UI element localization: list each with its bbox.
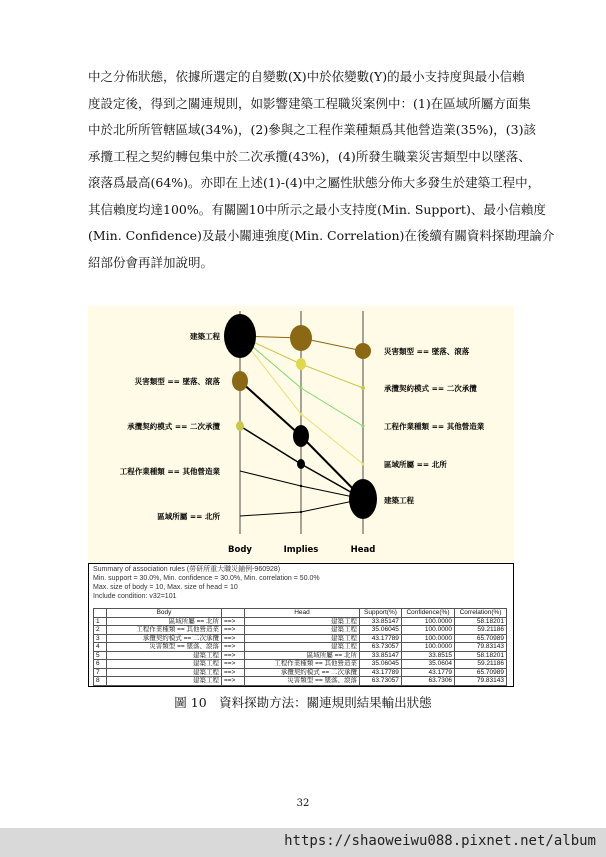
- left-label: 建築工程: [190, 332, 220, 341]
- table-row: [94, 626, 507, 635]
- table-cell: ==>: [222, 617, 245, 626]
- table-cell: 43.17789: [360, 634, 402, 643]
- axis-label-implies: Implies: [283, 545, 319, 555]
- table-cell: 43.1779: [401, 668, 454, 677]
- implies-node: [300, 485, 302, 487]
- table-cell: 79.83143: [455, 677, 507, 686]
- table-cell: 35.06045: [360, 660, 402, 669]
- paragraph-line: 承攬工程之契約轉包集中於二次承攬(43%)，(4)所發生職業災害類型中以墜落、: [88, 148, 531, 164]
- rules-graph-svg: [88, 306, 514, 562]
- table-cell: ==>: [222, 634, 245, 643]
- table-cell: 100.0000: [401, 634, 454, 643]
- graph-edge: [240, 471, 301, 486]
- table-cell: 59.21186: [455, 626, 507, 635]
- implies-node: [293, 425, 309, 447]
- table-cell: 承攬契約模式 == 二次承攬: [245, 668, 360, 677]
- table-cell: 33.8515: [401, 651, 454, 660]
- implies-node: [290, 325, 312, 351]
- table-row: [94, 677, 507, 686]
- table-cell: 災害類型 == 墜落、滾落: [245, 677, 360, 686]
- table-cell: 4: [94, 643, 107, 652]
- column-header: [222, 609, 245, 618]
- table-cell: 100.0000: [401, 617, 454, 626]
- table-row: [94, 617, 507, 626]
- right-label: 區域所屬 == 北所: [384, 460, 447, 469]
- body-node-subcontract: [236, 421, 244, 431]
- table-cell: 建築工程: [107, 668, 222, 677]
- table-cell: 承攬契約模式 == 二次承攬: [107, 634, 222, 643]
- table-cell: 建築工程: [107, 677, 222, 686]
- table-cell: 建築工程: [107, 660, 222, 669]
- figure-caption: 圖 10 資料探勘方法：關連規則結果輸出狀態: [174, 695, 432, 710]
- graph-edge: [301, 414, 363, 464]
- left-label: 工程作業種類 == 其他營造業: [119, 467, 220, 476]
- table-cell: 2: [94, 626, 107, 635]
- table-cell: 區域所屬 == 北所: [107, 617, 222, 626]
- head-node-building: [349, 479, 377, 519]
- table-cell: 區域所屬 == 北所: [245, 651, 360, 660]
- table-cell: 3: [94, 634, 107, 643]
- right-label: 承攬契約模式 == 二次承攬: [384, 384, 477, 393]
- table-cell: 7: [94, 668, 107, 677]
- summary-line: Min. support = 30.0%, Min. confidence = 30.0%, Min. correlation = 50.0%: [93, 575, 320, 582]
- head-node-subcontract: [361, 386, 365, 390]
- table-cell: ==>: [222, 677, 245, 686]
- right-label: 災害類型 == 墜落、滾落: [384, 347, 470, 356]
- table-cell: 63.73057: [360, 643, 402, 652]
- table-cell: 65.70989: [455, 668, 507, 677]
- table-cell: 58.18201: [455, 651, 507, 660]
- paragraph-line: 紹部份會再詳加說明。: [88, 254, 214, 270]
- paragraph-line: (Min. Confidence)及最小關連強度(Min. Correlation)在後續有關資料探勘理論介: [88, 228, 555, 243]
- table-cell: 35.0604: [401, 660, 454, 669]
- table-cell: ==>: [222, 643, 245, 652]
- summary-line: Max. size of body = 10, Max. size of head = 10: [93, 584, 238, 591]
- table-row: [94, 643, 507, 652]
- column-header: Confidence(%): [401, 609, 454, 618]
- left-label: 承攬契約模式 == 二次承攬: [127, 422, 220, 431]
- left-label: 災害類型 == 墜落、滾落: [134, 377, 220, 386]
- summary-line: Include condition: v32=101: [93, 593, 177, 600]
- table-cell: 43.17789: [360, 668, 402, 677]
- table-header-row: [94, 609, 507, 618]
- body-paragraph: [88, 64, 555, 276]
- table-cell: ==>: [222, 626, 245, 635]
- table-cell: 建築工程: [107, 651, 222, 660]
- implies-node: [296, 358, 306, 370]
- table-cell: 59.21186: [455, 660, 507, 669]
- paragraph-line: 其信賴度均達100%。有關圖10中所示之最小支持度(Min. Support)、最小信賴度: [88, 201, 546, 217]
- body-node-fall: [232, 371, 248, 391]
- table-cell: 33.85147: [360, 617, 402, 626]
- column-header: Head: [245, 609, 360, 618]
- table-cell: 65.70989: [455, 634, 507, 643]
- paragraph-line: 滾落爲最高(64%)。亦即在上述(1)-(4)中之屬性狀態分佈大多發生於建築工程中，: [88, 175, 541, 190]
- table-cell: 100.0000: [401, 643, 454, 652]
- paragraph-line: 中之分佈狀態，依據所選定的自變數(X)中於依變數(Y)的最小支持度與最小信賴: [88, 69, 525, 84]
- graph-edge: [301, 388, 363, 426]
- table-cell: 5: [94, 651, 107, 660]
- table-cell: 建築工程: [245, 634, 360, 643]
- table-row: [94, 668, 507, 677]
- table-row: [94, 634, 507, 643]
- head-node-other-construction: [362, 425, 365, 428]
- table-cell: ==>: [222, 651, 245, 660]
- head-node-north: [362, 463, 365, 466]
- rules-table: [93, 608, 507, 686]
- axis-label-body: Body: [228, 545, 252, 555]
- table-cell: ==>: [222, 660, 245, 669]
- rules-output-panel: [88, 563, 514, 687]
- table-row: [94, 651, 507, 660]
- table-cell: 1: [94, 617, 107, 626]
- watermark-url: https://shaoweiwu088.pixnet.net/album: [284, 833, 596, 849]
- graph-edge: [240, 512, 301, 516]
- paragraph-line: 中於北所所管轄區域(34%)，(2)參與之工程作業種類爲其他營造業(35%)，(3)該: [88, 122, 536, 137]
- implies-node: [300, 413, 303, 416]
- table-cell: 100.0000: [401, 626, 454, 635]
- left-label: 區域所屬 == 北所: [157, 512, 220, 521]
- table-cell: 58.18201: [455, 617, 507, 626]
- table-cell: 建築工程: [245, 617, 360, 626]
- implies-node: [300, 387, 303, 390]
- table-cell: ==>: [222, 668, 245, 677]
- table-cell: 建築工程: [245, 643, 360, 652]
- table-cell: 建築工程: [245, 626, 360, 635]
- table-cell: 79.83143: [455, 643, 507, 652]
- implies-node: [297, 459, 305, 469]
- right-label: 工程作業種類 == 其他營造業: [384, 422, 485, 431]
- body-node-building: [224, 314, 256, 358]
- graph-edge: [240, 426, 301, 464]
- table-cell: 工程作業種類 == 其他營造業: [245, 660, 360, 669]
- right-label: 建築工程: [384, 496, 414, 505]
- table-cell: 63.7306: [401, 677, 454, 686]
- column-header: Support(%): [360, 609, 402, 618]
- table-cell: 63.73057: [360, 677, 402, 686]
- column-header: Correlation(%): [455, 609, 507, 618]
- paragraph-line: 度設定後，得到之關連規則，如影響建築工程職災案例中：(1)在區域所屬方面集: [88, 95, 531, 111]
- table-cell: 災害類型 == 墜落、滾落: [107, 643, 222, 652]
- head-node-fall: [355, 343, 371, 359]
- axis-label-head: Head: [350, 545, 376, 555]
- association-rules-graph: [88, 306, 514, 562]
- rules-summary: [89, 564, 513, 601]
- graph-edge: [301, 364, 363, 388]
- page-number: 32: [296, 798, 310, 809]
- summary-line: Summary of association rules (勞研所重大職災鋪例-960928): [93, 566, 281, 573]
- column-header: Body: [107, 609, 222, 618]
- table-cell: 6: [94, 660, 107, 669]
- watermark-bar: [0, 828, 606, 857]
- table-cell: 工程作業種類 == 其他營造業: [107, 626, 222, 635]
- column-header: [94, 609, 107, 618]
- table-cell: 33.85147: [360, 651, 402, 660]
- graph-edge: [240, 381, 301, 436]
- table-row: [94, 660, 507, 669]
- table-cell: 8: [94, 677, 107, 686]
- table-cell: 35.06045: [360, 626, 402, 635]
- implies-node: [300, 511, 302, 513]
